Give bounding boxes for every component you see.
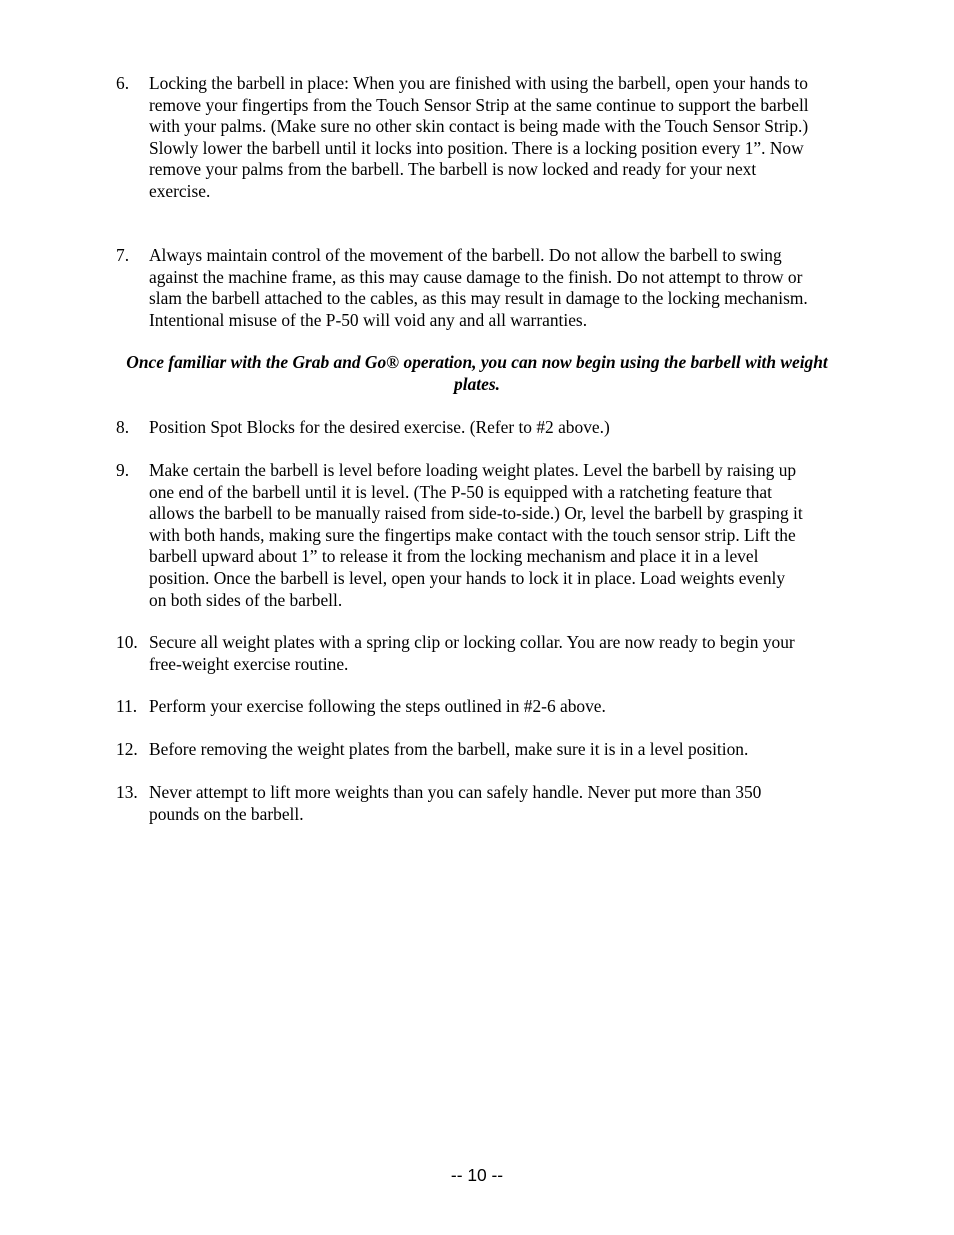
list-item-9: [116, 460, 876, 611]
item-number: 10.: [116, 632, 138, 652]
item-number: 11.: [116, 696, 138, 716]
text-line: allows the barbell to be manually raised from side-to-side.) Or, level the barbell by grasping it: [149, 503, 803, 524]
text-line: position. Once the barbell is level, open your hands to lock it in place. Load weights evenly: [149, 567, 786, 588]
text-line: with both hands, making sure the fingertips make contact with the touch sensor strip. Lift the: [149, 524, 796, 545]
item-text: [149, 696, 876, 718]
text-line: Never attempt to lift more weights than you can safely handle. Never put more than 350: [149, 782, 762, 802]
item-text: [149, 73, 876, 203]
text-line: Always maintain control of the movement of the barbell. Do not allow the barbell to swing: [149, 245, 782, 265]
item-number: 8.: [116, 417, 130, 437]
text-line: exercise.: [149, 180, 211, 201]
item-text: [149, 632, 876, 675]
text-line: with your palms. (Make sure no other skin contact is being made with the Touch Sensor Strip.): [149, 116, 809, 137]
list-item-12: [116, 739, 876, 761]
item-number: 6.: [116, 73, 130, 93]
list-item-11: [116, 696, 876, 718]
text-line: free-weight exercise routine.: [149, 653, 349, 674]
item-text: [149, 417, 876, 439]
item-number: 12.: [116, 739, 138, 759]
text-line: Perform your exercise following the steps outlined in #2-6 above.: [149, 696, 606, 716]
text-line: slam the barbell attached to the cables, as this may result in damage to the locking mechanism.: [149, 288, 808, 309]
text-line: pounds on the barbell.: [149, 803, 304, 824]
item-text: [149, 782, 876, 825]
list-item-8: [116, 417, 876, 439]
list-item-7: [116, 245, 876, 331]
list-item-10: [116, 632, 876, 675]
text-line: remove your palms from the barbell. The barbell is now locked and ready for your next: [149, 159, 757, 180]
item-text: [149, 739, 876, 761]
text-line: Intentional misuse of the P-50 will void any and all warranties.: [149, 309, 588, 330]
text-line: against the machine frame, as this may cause damage to the finish. Do not attempt to throw or: [149, 266, 803, 287]
text-line: Before removing the weight plates from the barbell, make sure it is in a level position.: [149, 739, 749, 759]
item-text: [149, 460, 876, 611]
italic-note: [80, 352, 874, 395]
note-line: plates.: [454, 373, 500, 394]
text-line: on both sides of the barbell.: [149, 589, 343, 610]
list-item-6: [116, 73, 876, 203]
item-number: 9.: [116, 460, 130, 480]
text-line: barbell upward about 1” to release it from the locking mechanism and place it in a level: [149, 546, 759, 567]
item-number: 7.: [116, 245, 130, 265]
item-number: 13.: [116, 782, 138, 802]
text-line: Position Spot Blocks for the desired exercise. (Refer to #2 above.): [149, 417, 610, 437]
text-line: Locking the barbell in place: When you are finished with using the barbell, open your hands to: [149, 73, 808, 93]
text-line: Make certain the barbell is level before loading weight plates. Level the barbell by raising up: [149, 460, 797, 480]
text-line: Slowly lower the barbell until it locks into position. There is a locking position every 1”. Now: [149, 137, 804, 158]
page-number: -- 10 --: [450, 1165, 504, 1185]
text-line: one end of the barbell until it is level. (The P-50 is equipped with a ratcheting feature that: [149, 481, 772, 502]
list-item-13: [116, 782, 876, 825]
item-text: [149, 245, 876, 331]
text-line: remove your fingertips from the Touch Sensor Strip at the same continue to support the barbell: [149, 94, 809, 115]
note-line: Once familiar with the Grab and Go® operation, you can now begin using the barbell with weight: [126, 352, 828, 372]
text-line: Secure all weight plates with a spring clip or locking collar. You are now ready to begin your: [149, 632, 795, 652]
